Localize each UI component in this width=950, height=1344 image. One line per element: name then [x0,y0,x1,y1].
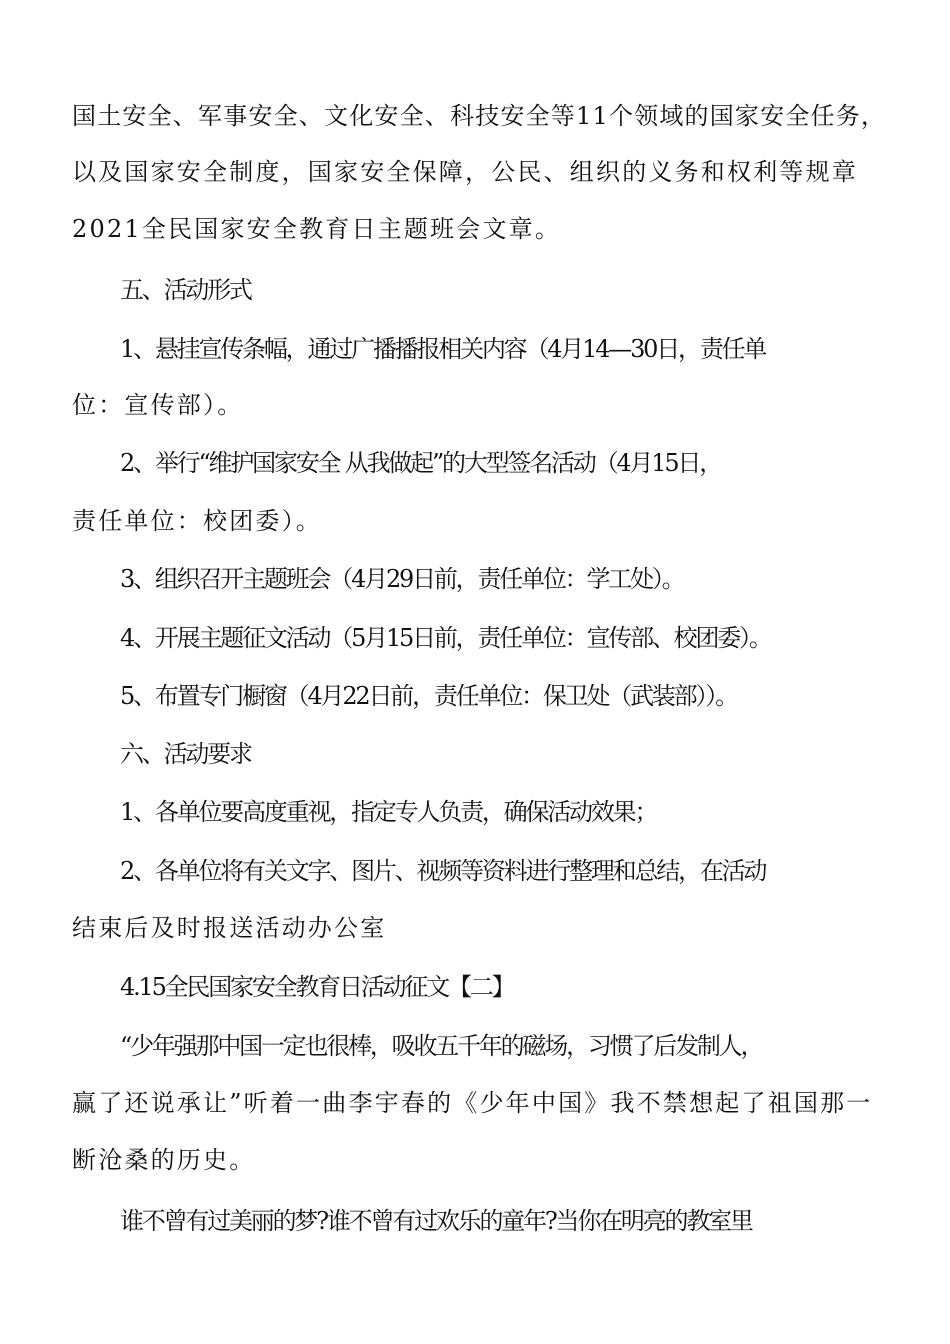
paragraph-line: 国土安全、军事安全、文化安全、科技安全等11个领域的国家安全任务， [72,102,887,130]
paragraph-line: 赢了还说承让”听着一曲李宇春的《少年中国》我不禁想起了祖国那一 [72,1089,873,1117]
list-item: 1、悬挂宣传条幅，通过广播播报相关内容（4月14—30日，责任单 [120,335,766,363]
paragraph-line: 位：宣传部）。 [72,391,244,419]
paragraph-line: 以及国家安全制度，国家安全保障，公民、组织的义务和权利等规章 [72,158,858,186]
list-item: 2、举行“维护国家安全 从我做起”的大型签名活动（4月15日， [120,449,722,477]
paragraph-line: 结束后及时报送活动办公室 [72,914,387,942]
list-item: 4、开展主题征文活动（5月15日前，责任单位：宣传部、校团委）。 [120,624,771,652]
paragraph-line: “少年强那中国一定也很棒，吸收五千年的磁场，习惯了后发制人， [120,1032,763,1060]
list-item: 5、布置专门橱窗（4月22日前，责任单位：保卫处（武装部））。 [120,682,737,710]
list-item: 2、各单位将有关文字、图片、视频等资料进行整理和总结，在活动 [120,857,766,885]
paragraph-line: 责任单位：校团委）。 [72,507,322,535]
paragraph-line: 2021全民国家安全教育日主题班会文章。 [72,215,562,243]
paragraph-line: 谁不曾有过美丽的梦?谁不曾有过欢乐的童年?当你在明亮的教室里 [120,1207,752,1235]
list-item: 3、组织召开主题班会（4月29日前，责任单位：学工处）。 [120,565,684,593]
list-item: 1、各单位要高度重视，指定专人负责，确保活动效果； [120,798,657,826]
paragraph-line: 断沧桑的历史。 [72,1146,256,1174]
article-title: 4.15全民国家安全教育日活动征文【二】 [120,973,514,1001]
section-heading: 六、活动要求 [120,740,251,768]
section-heading: 五、活动形式 [120,276,251,304]
